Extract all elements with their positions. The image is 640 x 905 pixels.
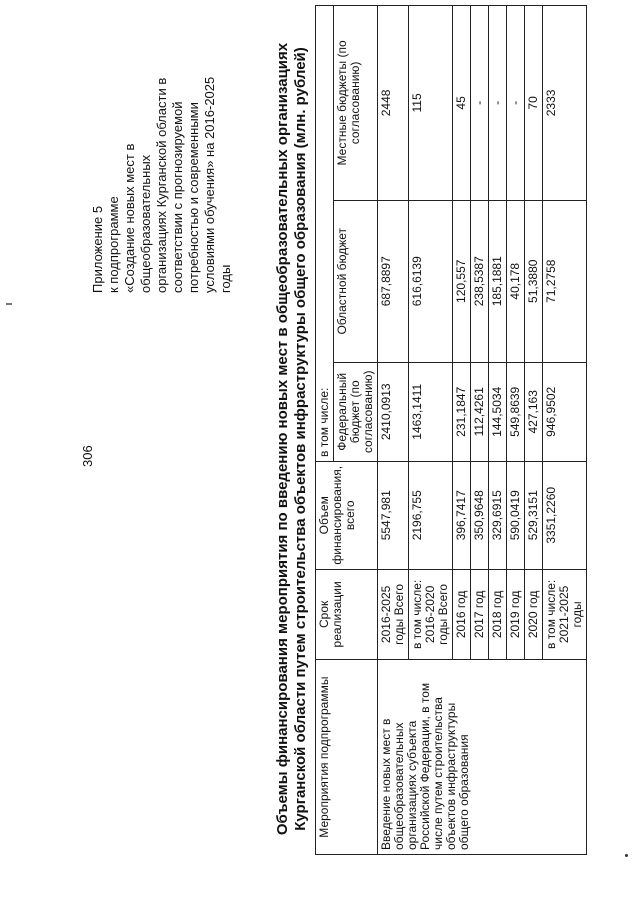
total-cell: 590,0419 — [507, 461, 525, 569]
header-federal: Федеральный бюджет (по согласованию) — [334, 362, 378, 461]
local-cell: 45 — [453, 6, 471, 201]
total-cell: 3351,2260 — [543, 461, 587, 569]
period-cell: 2019 год — [507, 569, 525, 660]
local-cell: 2333 — [543, 6, 587, 201]
federal-cell: 427,163 — [525, 362, 543, 461]
local-cell: 70 — [525, 6, 543, 201]
period-cell: 2018 год — [489, 569, 507, 660]
document-title — [274, 33, 310, 845]
appendix-line: организациях Курганской области в — [154, 77, 169, 293]
table-header-row — [316, 6, 334, 855]
local-cell: - — [507, 6, 525, 201]
local-cell: 115 — [409, 6, 453, 201]
appendix-line: «Создание новых мест в — [122, 143, 137, 293]
total-cell: 529,3151 — [525, 461, 543, 569]
header-period: Срок реализации — [316, 569, 378, 660]
total-cell: 396,7417 — [453, 461, 471, 569]
period-cell: 2016 год — [453, 569, 471, 660]
header-local: Местные бюджеты (по согласованию) — [334, 6, 378, 201]
local-cell: 2448 — [378, 6, 409, 201]
activity-cell: Введение новых мест в общеобразовательных организациях субъекта Российской Федерации, в том числе путем строительства объектов инфраструктуры общего образования — [378, 660, 587, 855]
appendix-line: годы — [218, 264, 233, 293]
header-activity: Мероприятия подпрограммы — [316, 660, 378, 855]
appendix-line: Приложение 5 — [90, 205, 105, 293]
total-cell: 2196,755 — [409, 461, 453, 569]
scan-dot — [625, 854, 628, 857]
total-cell: 329,6915 — [489, 461, 507, 569]
federal-cell: 946,9502 — [543, 362, 587, 461]
financing-table — [315, 5, 587, 855]
regional-cell: 616,6139 — [409, 200, 453, 362]
total-cell: 5547,981 — [378, 461, 409, 569]
table-row — [378, 6, 409, 855]
header-regional: Областной бюджет — [334, 200, 378, 362]
page-number: 306 — [80, 445, 95, 467]
period-cell: 2017 год — [471, 569, 489, 660]
regional-cell: 51,3880 — [525, 200, 543, 362]
regional-cell: 185,1881 — [489, 200, 507, 362]
federal-cell: 549,8639 — [507, 362, 525, 461]
period-cell: в том числе: 2021-2025 годы — [543, 569, 587, 660]
header-including: в том числе: — [316, 6, 334, 462]
local-cell: - — [471, 6, 489, 201]
appendix-line: потребностью и современными — [186, 102, 201, 293]
federal-cell: 1463,1411 — [409, 362, 453, 461]
federal-cell: 2410,0913 — [378, 362, 409, 461]
title-line-2: Курганской области путем строительства объектов инфраструктуры общего образования (млн. рублей) — [292, 47, 309, 831]
period-cell: 2016-2025 годы Всего — [378, 569, 409, 660]
scan-mark — [6, 303, 12, 305]
federal-cell: 144,5034 — [489, 362, 507, 461]
appendix-line: соответствии с прогнозируемой — [170, 101, 185, 293]
appendix-line: общеобразовательных — [138, 154, 153, 293]
regional-cell: 40,178 — [507, 200, 525, 362]
regional-cell: 238,5387 — [471, 200, 489, 362]
period-cell: 2020 год — [525, 569, 543, 660]
appendix-line: условиями обучения» на 2016-2025 — [202, 76, 217, 293]
appendix-block — [90, 63, 234, 293]
federal-cell: 231,1847 — [453, 362, 471, 461]
title-line-1: Объемы финансирования мероприятия по введению новых мест в общеобразовательных организациях — [274, 42, 291, 836]
total-cell: 350,9648 — [471, 461, 489, 569]
regional-cell: 71,2758 — [543, 200, 587, 362]
local-cell: - — [489, 6, 507, 201]
period-cell: в том числе: 2016-2020 годы Всего — [409, 569, 453, 660]
header-total: Объем финансирования, всего — [316, 461, 378, 569]
regional-cell: 687,8897 — [378, 200, 409, 362]
regional-cell: 120,557 — [453, 200, 471, 362]
appendix-line: к подпрограмме — [106, 196, 121, 293]
federal-cell: 112,4261 — [471, 362, 489, 461]
